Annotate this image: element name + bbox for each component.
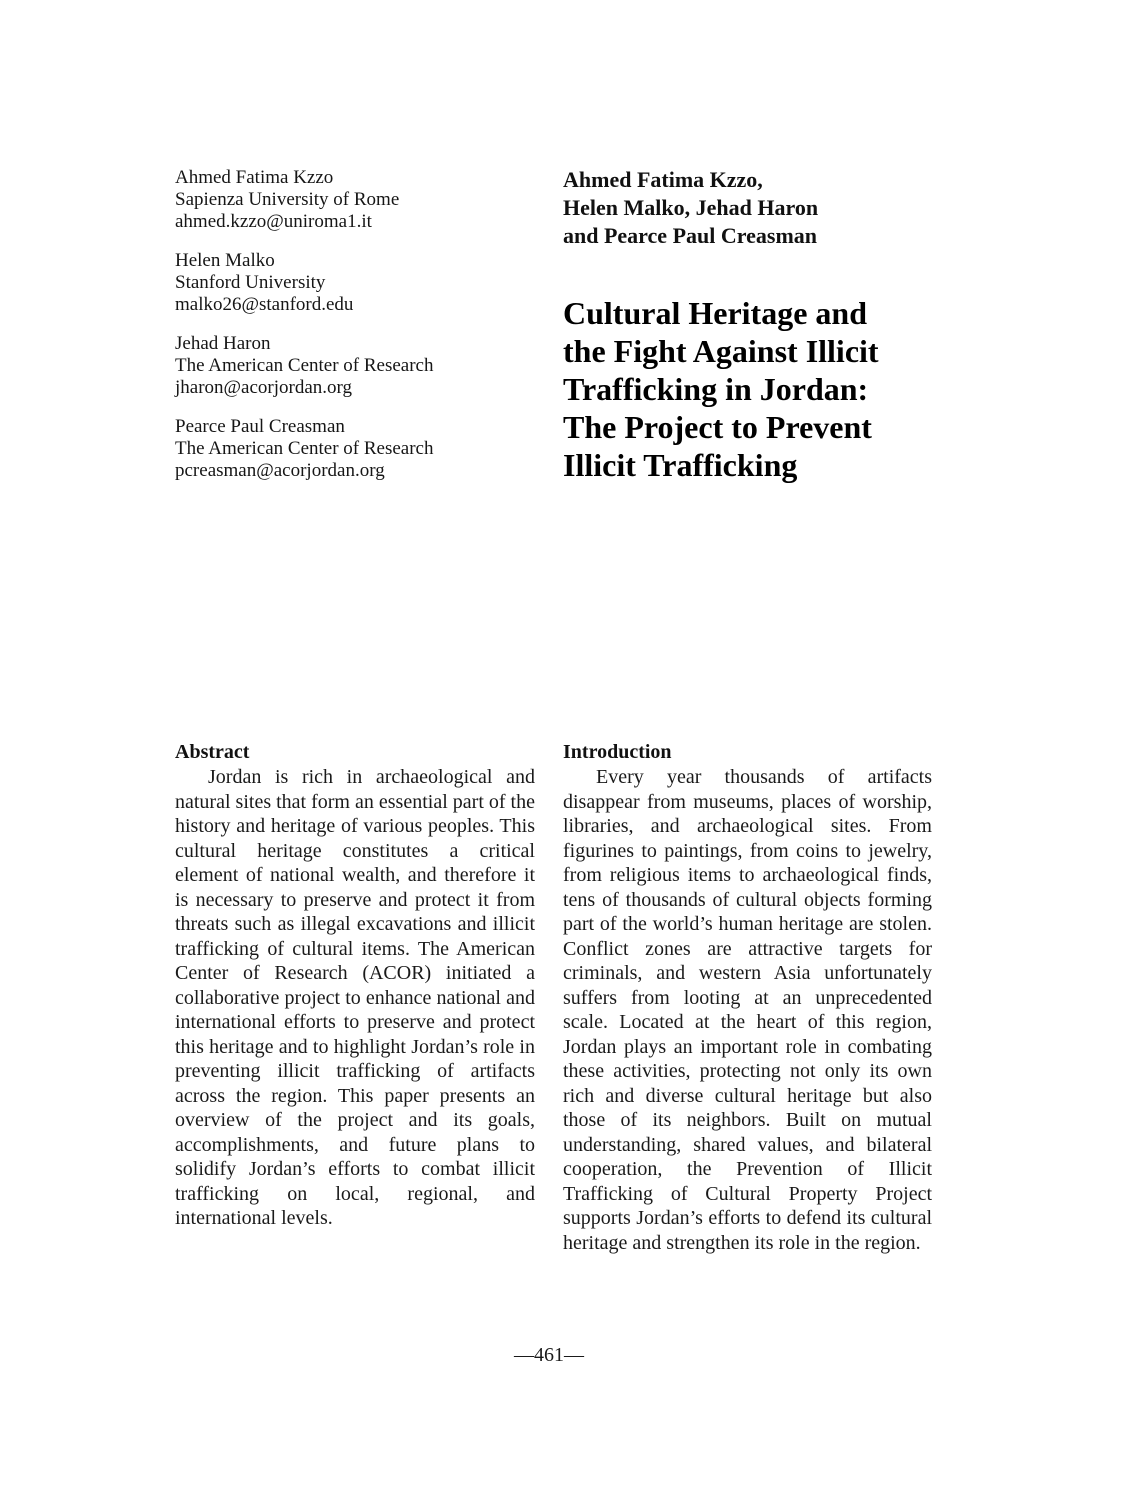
introduction-section xyxy=(563,740,932,1255)
body-columns xyxy=(175,740,935,1255)
contact-entry xyxy=(175,416,535,482)
contact-entry xyxy=(175,250,535,316)
abstract-heading: Abstract xyxy=(175,741,250,763)
authors-line: Ahmed Fatima Kzzo, xyxy=(563,167,763,192)
title-line: Cultural Heritage and xyxy=(563,295,867,331)
page-number: —461— xyxy=(514,1344,584,1366)
title-line: Trafficking in Jordan: xyxy=(563,371,869,407)
contact-email: jharon@acorjordan.org xyxy=(175,377,353,398)
contact-name: Jehad Haron xyxy=(175,333,271,354)
contact-email: malko26@stanford.edu xyxy=(175,294,354,315)
authors-line: and Pearce Paul Creasman xyxy=(563,223,817,248)
title-line: the Fight Against Illicit xyxy=(563,333,879,369)
contact-entry xyxy=(175,167,535,233)
title-line: The Project to Prevent xyxy=(563,409,872,445)
introduction-text: Every year thousands of artifacts disappear from museums, places of worship, libraries, and archaeological sites. From figurines to paintings, from coins to jewelry, from religious items to archaeological finds, tens of thousands of cultural objects forming part of the world’s human heritage are stolen. Conflict zones are attractive targets for criminals, and western Asia unfortunately suffers from looting at an unprecedented scale. Located at the heart of this region, Jordan plays an important role in combating these activities, protecting not only its own rich and diverse cultural heritage but also those of its neighbors. Built on mutual understanding, shared values, and bilateral cooperation, the Prevention of Illicit Trafficking of Cultural Property Project supports Jordan’s efforts to defend its cultural heritage and strengthen its role in the region. xyxy=(563,766,932,1254)
contact-name: Helen Malko xyxy=(175,250,275,271)
contact-email: pcreasman@acorjordan.org xyxy=(175,460,385,481)
title-line: Illicit Trafficking xyxy=(563,447,798,483)
contact-entry xyxy=(175,333,535,399)
paper-title xyxy=(563,294,935,484)
author-contact-block xyxy=(175,167,535,499)
authors-block xyxy=(563,166,935,250)
authors-line: Helen Malko, Jehad Haron xyxy=(563,195,819,220)
contact-affiliation: Stanford University xyxy=(175,272,326,293)
contact-affiliation: The American Center of Research xyxy=(175,355,434,376)
contact-name: Pearce Paul Creasman xyxy=(175,416,345,437)
contact-name: Ahmed Fatima Kzzo xyxy=(175,167,334,188)
contact-affiliation: The American Center of Research xyxy=(175,438,434,459)
header-block xyxy=(563,166,935,484)
contact-email: ahmed.kzzo@uniroma1.it xyxy=(175,211,372,232)
contact-affiliation: Sapienza University of Rome xyxy=(175,189,400,210)
introduction-heading: Introduction xyxy=(563,741,672,763)
abstract-text: Jordan is rich in archaeological and natural sites that form an essential part of the history and heritage of various peoples. This cultural heritage constitutes a critical element of national wealth, and therefore it is necessary to preserve and protect it from threats such as illegal excavations and illicit trafficking of cultural items. The American Center of Research (ACOR) initiated a collaborative project to enhance national and international efforts to preserve and protect this heritage and to highlight Jordan’s role in preventing illicit trafficking of artifacts across the region. This paper presents an overview of the project and its goals, accomplishments, and future plans to solidify Jordan’s efforts to combat illicit trafficking on local, regional, and international levels. xyxy=(175,766,535,1229)
abstract-section xyxy=(175,740,535,1255)
